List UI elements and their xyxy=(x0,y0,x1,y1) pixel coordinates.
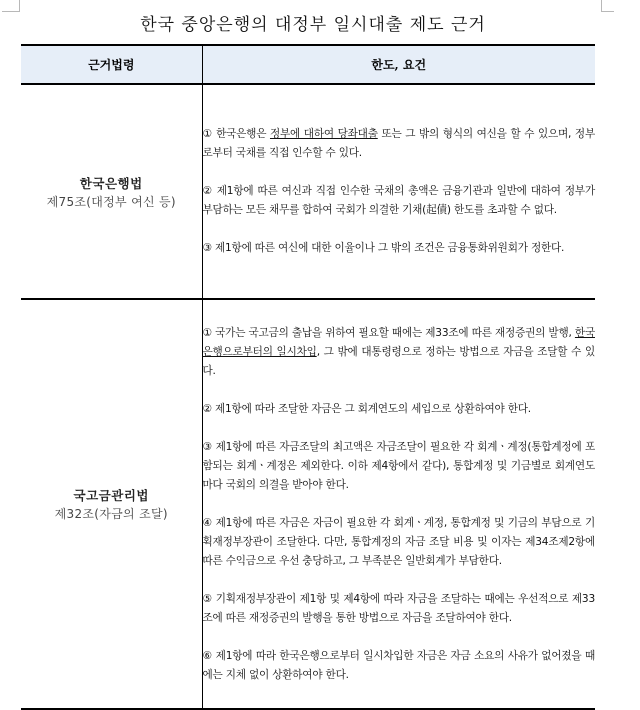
clause-item: ④ 제1항에 따른 자금은 자금이 필요한 각 회계ㆍ계정, 통합계정 및 기금의 부담으로 기획재정부장관이 조달한다. 다만, 통합계정의 자금 조달 비용 및 이자는 제34조제2항에 따른 수익금으로 우선 충당하고, 그 부족분은 일반회계가 부담한다. xyxy=(202,516,595,567)
clause-item: ① 국가는 국고금의 출납을 위하여 필요할 때에는 제33조에 따른 재정증권의 발행, 한국은행으로부터의 일시차입, 그 밖에 대통령령으로 정하는 방법으로 자금을 조달할 수 있다. xyxy=(202,326,595,377)
clause-item: ③ 제1항에 따른 여신에 대한 이율이나 그 밖의 조건은 금융통화위원회가 정한다. xyxy=(202,242,565,254)
clause-item: ② 제1항에 따라 조달한 자금은 그 회계연도의 세입으로 상환하여야 한다. xyxy=(202,402,531,415)
table-header-row xyxy=(21,45,595,84)
clauses-cell xyxy=(202,84,595,299)
law-article: 제32조(자금의 조달) xyxy=(54,507,168,521)
law-cell xyxy=(21,299,202,709)
document-title: 한국 중앙은행의 대정부 일시대출 제도 근거 xyxy=(140,15,486,35)
underlined-phrase: 정부에 대하여 당좌대출 xyxy=(269,128,378,140)
clause-item: ⑤ 기획재정부장관이 제1항 및 제4항에 따라 자금을 조달하는 때에는 우선적으로 제33조에 따른 재정증권의 발행을 통한 방법으로 자금을 조달하여야 한다. xyxy=(202,592,595,624)
clause-item: ② 제1항에 따른 여신과 직접 인수한 국채의 총액은 금융기관과 일반에 대하여 정부가 부담하는 모든 채무를 합하여 국회가 의결한 기채(起債) 한도를 초과할 수 없다. xyxy=(202,185,595,216)
column-header-legal-basis: 근거법령 xyxy=(21,45,202,84)
clauses-cell xyxy=(202,299,595,709)
clause-item: ③ 제1항에 따른 자금조달의 최고액은 자금조달이 필요한 각 회계ㆍ계정(통합계정에 포함되는 회계ㆍ계정은 제외한다. 이하 제4항에서 같다), 통합계정 및 기금별로 회계연도마다 국회의 의결을 받아야 한다. xyxy=(202,440,595,491)
legal-basis-table xyxy=(21,44,595,710)
table-row xyxy=(21,299,595,709)
law-name: 국고금관리법 xyxy=(73,488,149,503)
table-row xyxy=(21,84,595,299)
underlined-phrase: 한국은행으로부터의 일시차입 xyxy=(202,326,595,358)
law-cell xyxy=(21,84,202,299)
clause-item: ① 한국은행은 정부에 대하여 당좌대출 또는 그 밖의 형식의 여신을 할 수 있으며, 정부로부터 국채를 직접 인수할 수 있다. xyxy=(202,128,595,159)
law-name: 한국은행법 xyxy=(79,175,143,191)
law-article: 제75조(대정부 여신 등) xyxy=(46,194,176,209)
clause-item: ⑥ 제1항에 따라 한국은행으로부터 일시차입한 자금은 자금 소요의 사유가 없어졌을 때에는 지체 없이 상환하여야 한다. xyxy=(202,649,595,681)
column-header-limits-requirements: 한도, 요건 xyxy=(202,45,595,84)
